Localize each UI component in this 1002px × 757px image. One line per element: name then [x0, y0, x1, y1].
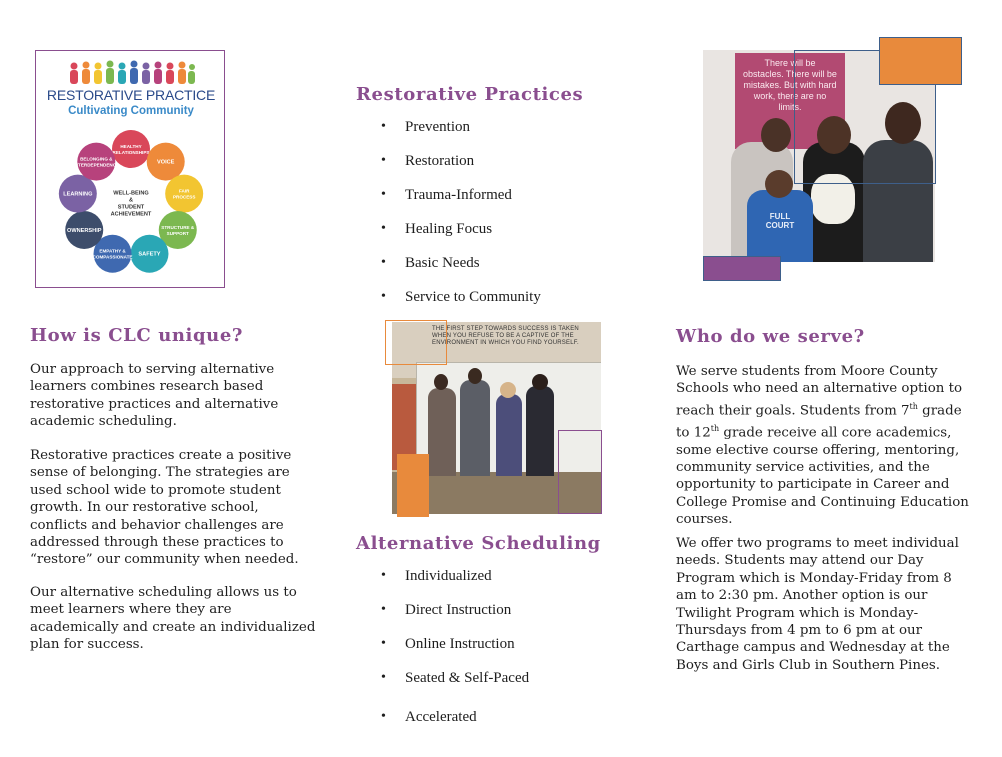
list-item: • Individualized [381, 568, 529, 602]
list-item: • Online Instruction [381, 636, 529, 670]
petal-ownership [65, 211, 103, 249]
petal-fair-process [165, 175, 203, 213]
wheel-center-text: WELL-BEING [113, 190, 149, 197]
people-banner-icon [66, 59, 196, 85]
svg-text:FAIR: FAIR [178, 188, 190, 194]
belonging-paragraph: Restorative practices create a positive sense of belonging. The strategies are used school wide to promote student growth. In our restorative school, conflicts and behavior challenges are addressed through these practices to “restore” our community when needed. [30, 448, 299, 568]
orange-block-accent [397, 454, 429, 517]
restorative-practice-logo [35, 50, 225, 288]
svg-text:SUPPORT: SUPPORT [166, 231, 189, 236]
alternative-scheduling-heading: Alternative Scheduling [356, 533, 601, 554]
purple-block-accent [703, 256, 781, 281]
svg-text:HEALTHY: HEALTHY [120, 144, 142, 149]
how-unique-heading: How is CLC unique? [30, 325, 244, 346]
logo-subtitle: Cultivating Community [68, 105, 194, 117]
petal-voice [147, 143, 185, 181]
svg-text:SAFETY: SAFETY [138, 251, 161, 258]
approach-paragraph: Our approach to serving alternative learners combines research based restorative practices and alternative academic scheduling. [30, 362, 279, 430]
list-item: • Prevention [381, 119, 541, 153]
petal-learning [59, 175, 97, 213]
serve-text-b: grade to 12 [676, 403, 962, 441]
scheduling-paragraph: Our alternative scheduling allows us to meet learners where they are academically and create an individualized plan for success. [30, 585, 316, 653]
svg-text:PROCESS: PROCESS [172, 194, 196, 200]
list-item: • Healing Focus [381, 221, 541, 255]
board-quote: THE FIRST STEP TOWARDS SUCCESS IS TAKEN WHEN YOU REFUSE TO BE A CAPTIVE OF THE ENVIRONMENT IN WHICH YOU FIND YOURSELF. [432, 326, 579, 346]
serve-text-a: We serve students from Moore County Schools who need an alternative option to reach their goals. Students from 7 [676, 364, 963, 419]
svg-text:BELONGING &: BELONGING & [80, 156, 113, 162]
serve-text-c: grade receive all core academics, some elective course offering, mentoring, community service activities, and the opportunity to participate in Career and College Promise and Continuing Education courses. [676, 425, 969, 528]
svg-text:EMPATHY &: EMPATHY & [99, 248, 126, 254]
restorative-practices-heading: Restorative Practices [356, 84, 584, 105]
petal-wheel [46, 123, 216, 285]
orange-block-accent-top [879, 37, 962, 85]
svg-text:INTERDEPENDENCE: INTERDEPENDENCE [73, 162, 120, 168]
wheel-center-text: STUDENT [117, 204, 145, 211]
superscript-th: th [710, 423, 720, 433]
purple-frame-accent [558, 430, 602, 514]
svg-text:OWNERSHIP: OWNERSHIP [66, 228, 102, 234]
svg-text:STRUCTURE &: STRUCTURE & [161, 225, 195, 230]
list-item: • Seated & Self-Paced [381, 670, 529, 709]
svg-text:COMPASSIONATE: COMPASSIONATE [92, 254, 133, 260]
list-item: • Restoration [381, 153, 541, 187]
serve-paragraph [676, 363, 974, 529]
superscript-th: th [909, 401, 918, 411]
list-item: • Direct Instruction [381, 602, 529, 636]
list-item: • Service to Community [381, 289, 541, 323]
list-item: • Basic Needs [381, 255, 541, 289]
logo-title: RESTORATIVE PRACTICE [46, 87, 216, 103]
shirt-text: FULL COURT [765, 212, 795, 230]
alternative-scheduling-list [381, 568, 529, 743]
petal-safety [130, 235, 168, 273]
svg-text:LEARNING: LEARNING [63, 191, 93, 198]
orange-frame-accent [385, 320, 447, 365]
wheel-center-text: & [128, 197, 134, 204]
wheel-center-text: ACHIEVEMENT [110, 211, 152, 218]
poster-text: There will be obstacles. There will be mistakes. But with hard work, there are no limits. [743, 58, 837, 112]
programs-paragraph: We offer two programs to meet individual needs. Students may attend our Day Program which is Monday-Friday from 8 am to 2:30 pm. Another option is our Twilight Program which is Monday-Thursdays from 4 pm to 6 pm at our Carthage campus and Wednesday at the Boys and Girls Club in Southern Pines. [676, 536, 959, 673]
list-item: • Accelerated [381, 709, 529, 743]
svg-text:RELATIONSHIPS: RELATIONSHIPS [112, 150, 150, 155]
svg-text:VOICE: VOICE [156, 159, 175, 166]
list-item: • Trauma-Informed [381, 187, 541, 221]
who-we-serve-heading: Who do we serve? [676, 326, 865, 347]
restorative-practices-list [381, 119, 541, 323]
